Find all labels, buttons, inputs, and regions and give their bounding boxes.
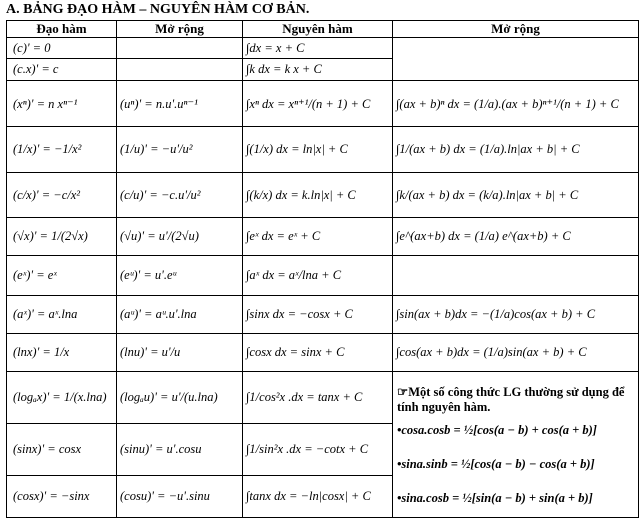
table-row xyxy=(7,296,639,334)
table-row xyxy=(7,38,639,59)
cell-antiderivative: ∫cosx dx = sinx + C xyxy=(243,334,393,372)
cell-derivative: (aˣ)' = aˣ.lna xyxy=(7,296,117,334)
table-row xyxy=(7,127,639,173)
cell-derivative: (logₐx)' = 1/(x.lna) xyxy=(7,372,117,424)
note-item-cos-cos: •cosa.cosb = ½[cos(a − b) + cos(a + b)] xyxy=(397,422,597,437)
cell-antiderivative-ext: ∫e^(ax+b) dx = (1/a) e^(ax+b) + C xyxy=(393,218,639,256)
cell-derivative-ext: (uⁿ)' = n.u'.uⁿ⁻¹ xyxy=(117,81,243,127)
cell-derivative-ext xyxy=(117,38,243,59)
table-row xyxy=(7,334,639,372)
cell-derivative-ext: (cosu)' = −u'.sinu xyxy=(117,476,243,518)
cell-derivative-ext: (1/u)' = −u'/u² xyxy=(117,127,243,173)
cell-antiderivative-ext xyxy=(393,256,639,296)
cell-derivative-ext: (eᵘ)' = u'.eᵘ xyxy=(117,256,243,296)
cell-derivative: (c/x)' = −c/x² xyxy=(7,173,117,218)
cell-derivative-ext xyxy=(117,59,243,81)
table-row xyxy=(7,218,639,256)
cell-antiderivative: ∫sinx dx = −cosx + C xyxy=(243,296,393,334)
header-row xyxy=(7,21,639,38)
cell-derivative-ext: (lnu)' = u'/u xyxy=(117,334,243,372)
cell-antiderivative: ∫(1/x) dx = ln|x| + C xyxy=(243,127,393,173)
trig-formulas-note xyxy=(393,372,639,518)
cell-antiderivative: ∫xⁿ dx = xⁿ⁺¹/(n + 1) + C xyxy=(243,81,393,127)
cell-antiderivative: ∫1/cos²x .dx = tanx + C xyxy=(243,372,393,424)
table-row xyxy=(7,256,639,296)
page-title: A. BẢNG ĐẠO HÀM – NGUYÊN HÀM CƠ BẢN. xyxy=(6,2,310,17)
cell-derivative-ext: (aᵘ)' = aᵘ.u'.lna xyxy=(117,296,243,334)
cell-antiderivative-ext: ∫cos(ax + b)dx = (1/a)sin(ax + b) + C xyxy=(393,334,639,372)
cell-derivative: (c.x)' = c xyxy=(7,59,117,81)
cell-derivative: (xⁿ)' = n xⁿ⁻¹ xyxy=(7,81,117,127)
cell-antiderivative: ∫dx = x + C xyxy=(243,38,393,59)
cell-derivative: (lnx)' = 1/x xyxy=(7,334,117,372)
cell-antiderivative-ext: ∫k/(ax + b) dx = (k/a).ln|ax + b| + C xyxy=(393,173,639,218)
cell-derivative: (cosx)' = −sinx xyxy=(7,476,117,518)
cell-antiderivative: ∫tanx dx = −ln|cosx| + C xyxy=(243,476,393,518)
cell-derivative-ext: (√u)' = u'/(2√u) xyxy=(117,218,243,256)
note-item-sin-sin: •sina.sinb = ½[cos(a − b) − cos(a + b)] xyxy=(397,456,595,471)
cell-derivative: (sinx)' = cosx xyxy=(7,424,117,476)
cell-derivative: (eˣ)' = eˣ xyxy=(7,256,117,296)
header-dao-ham: Đạo hàm xyxy=(7,21,117,38)
cell-derivative: (c)' = 0 xyxy=(7,38,117,59)
cell-derivative: (1/x)' = −1/x² xyxy=(7,127,117,173)
cell-derivative-ext: (c/u)' = −c.u'/u² xyxy=(117,173,243,218)
header-mo-rong-2: Mở rộng xyxy=(393,21,639,38)
cell-antiderivative-ext: ∫1/(ax + b) dx = (1/a).ln|ax + b| + C xyxy=(393,127,639,173)
cell-antiderivative: ∫k dx = k x + C xyxy=(243,59,393,81)
cell-derivative-ext: (logₐu)' = u'/(u.lna) xyxy=(117,372,243,424)
table-row xyxy=(7,372,639,424)
cell-antiderivative: ∫(k/x) dx = k.ln|x| + C xyxy=(243,173,393,218)
cell-derivative-ext: (sinu)' = u'.cosu xyxy=(117,424,243,476)
cell-antiderivative-ext: ∫sin(ax + b)dx = −(1/a)cos(ax + b) + C xyxy=(393,296,639,334)
note-heading: ☞Một số công thức LG thường sử dụng để tính nguyên hàm. xyxy=(397,384,625,414)
header-mo-rong-1: Mở rộng xyxy=(117,21,243,38)
header-nguyen-ham: Nguyên hàm xyxy=(243,21,393,38)
cell-antiderivative-ext: ∫(ax + b)ⁿ dx = (1/a).(ax + b)ⁿ⁺¹/(n + 1) + C xyxy=(393,81,639,127)
cell-antiderivative: ∫eˣ dx = eˣ + C xyxy=(243,218,393,256)
formula-table xyxy=(6,20,639,518)
table-row xyxy=(7,81,639,127)
cell-antiderivative: ∫1/sin²x .dx = −cotx + C xyxy=(243,424,393,476)
cell-antiderivative-ext xyxy=(393,38,639,81)
cell-antiderivative: ∫aˣ dx = aˣ/lna + C xyxy=(243,256,393,296)
cell-derivative: (√x)' = 1/(2√x) xyxy=(7,218,117,256)
table-row xyxy=(7,173,639,218)
note-item-sin-cos: •sina.cosb = ½[sin(a − b) + sin(a + b)] xyxy=(397,490,593,505)
